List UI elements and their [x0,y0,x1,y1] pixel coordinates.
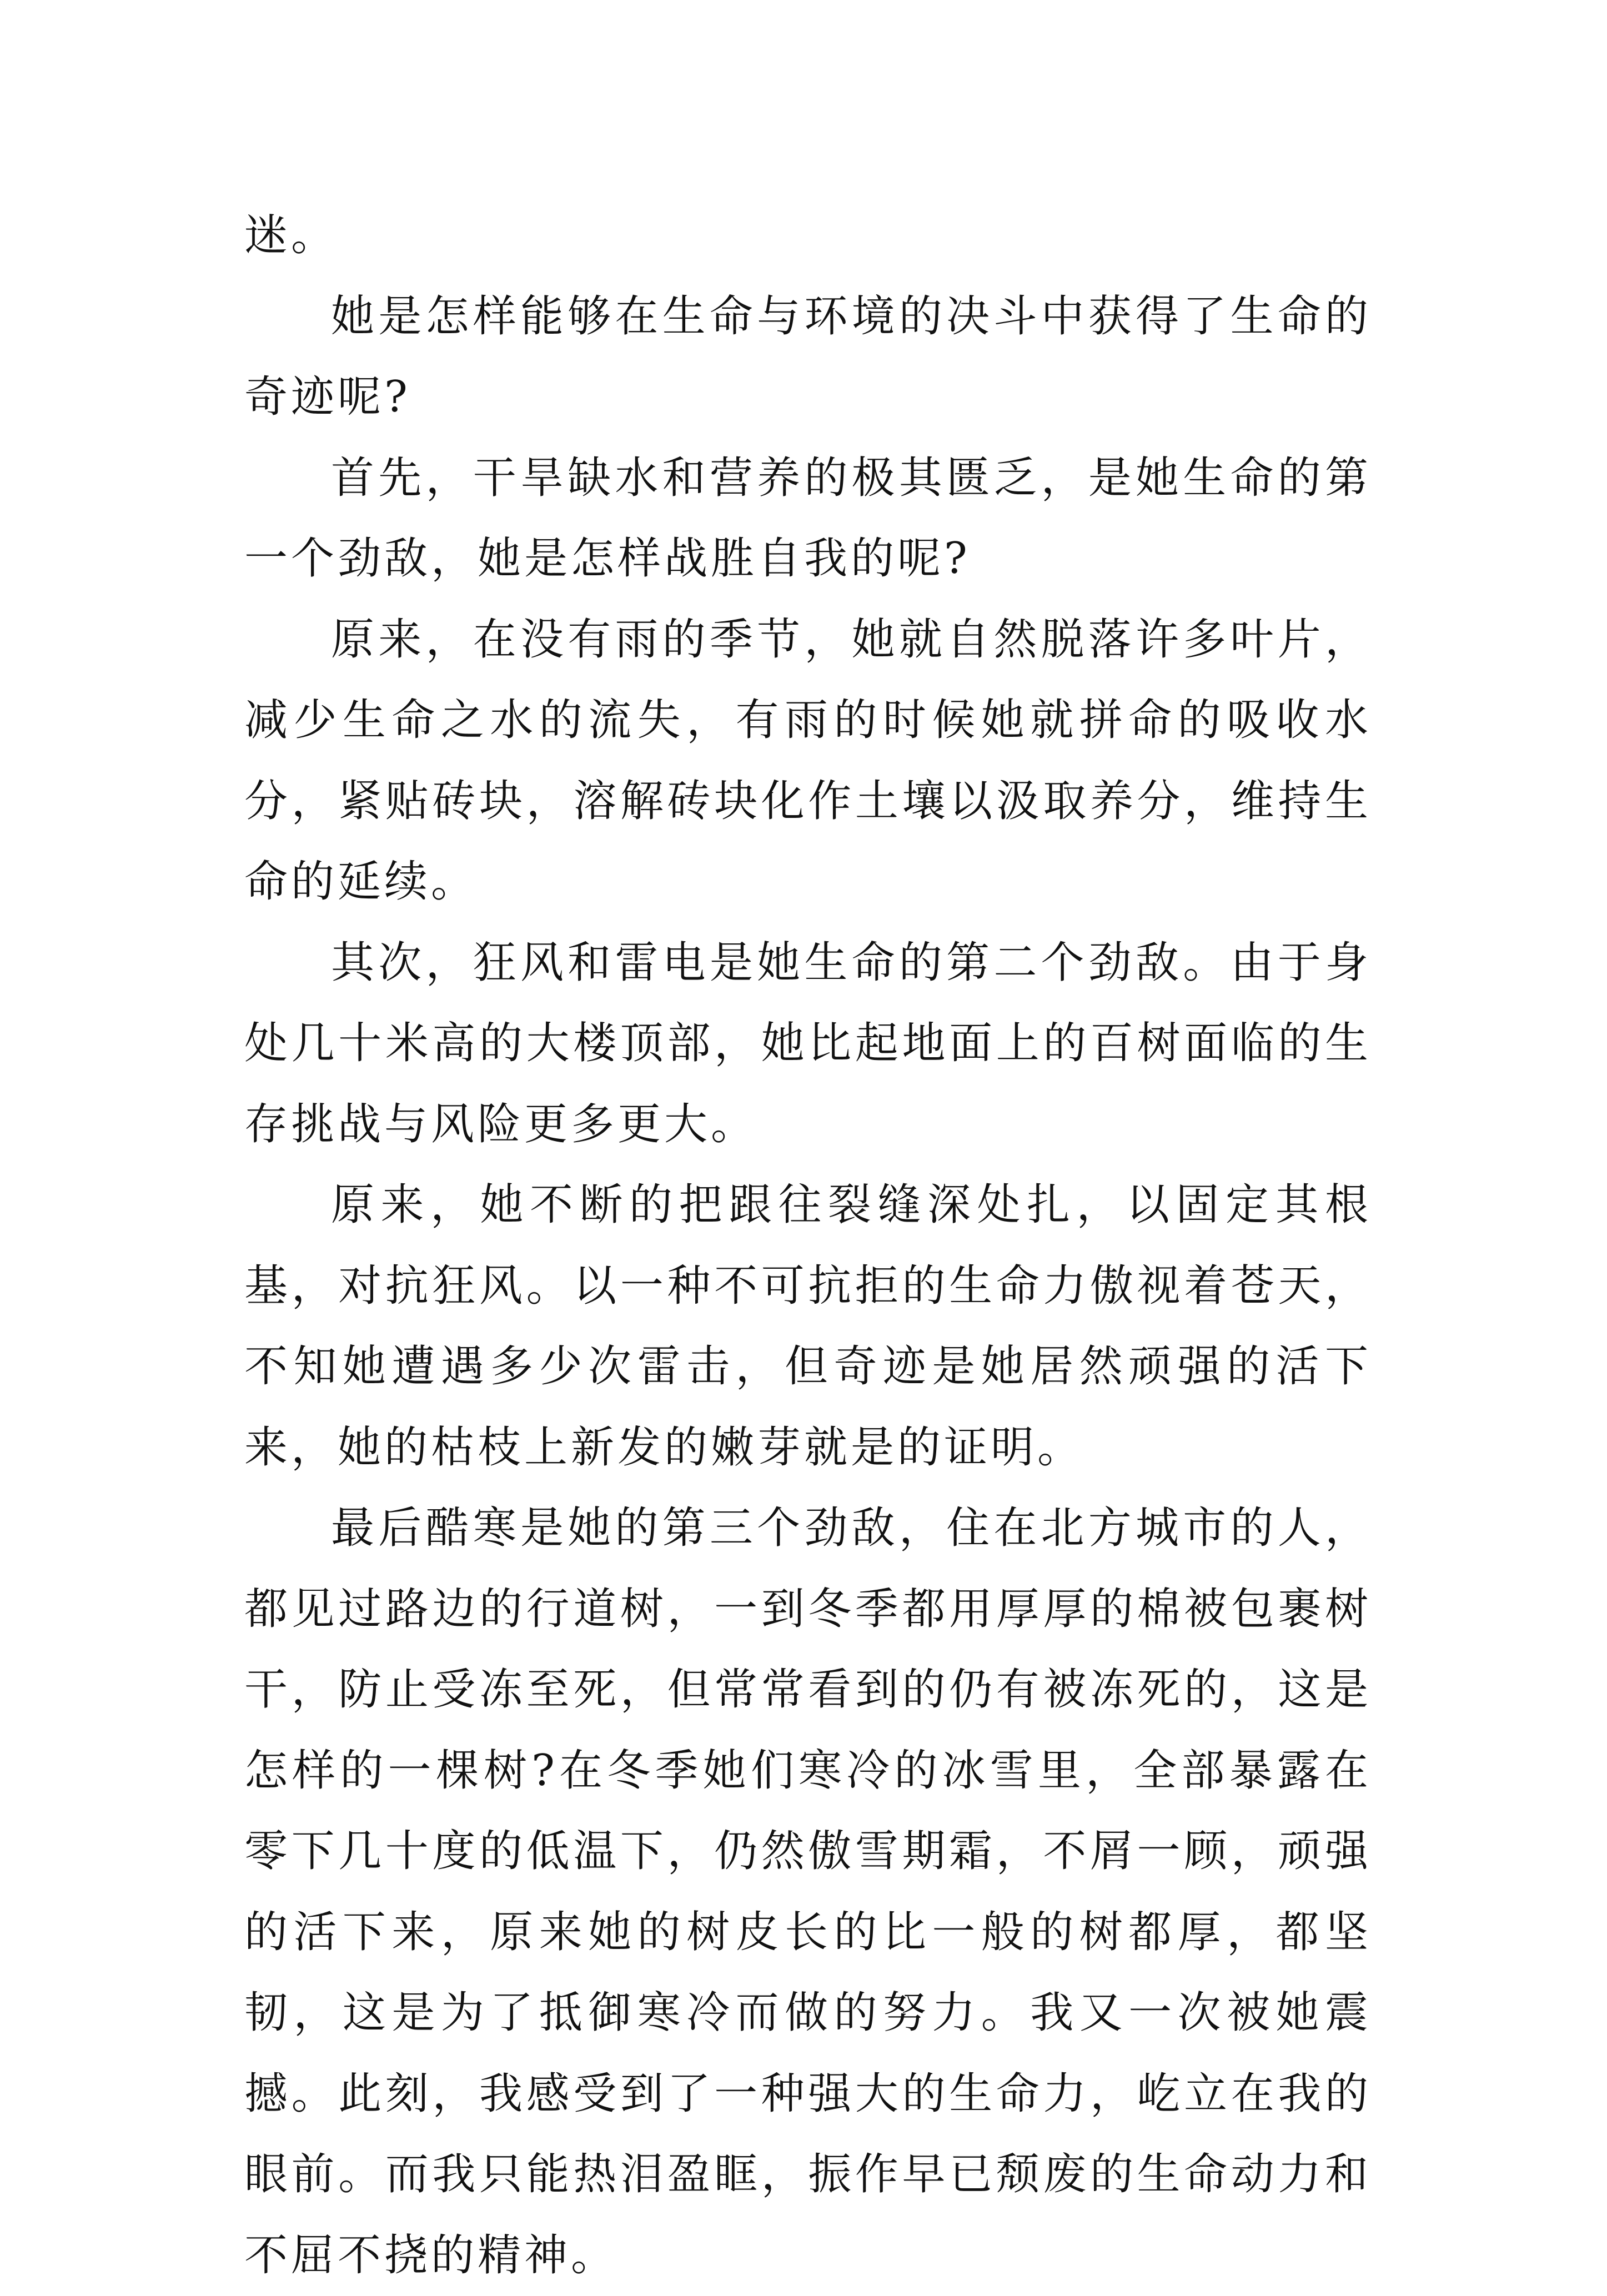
body-text [244,195,1372,2296]
paragraph-4: 原来，在没有雨的季节，她就自然脱落许多叶片，减少生命之水的流失，有雨的时候她就拼命的吸收水分，紧贴砖块，溶解砖块化作土壤以汲取养分，维持生命的延续。 [244,614,1372,907]
paragraph-5: 其次，狂风和雷电是她生命的第二个劲敌。由于身处几十米高的大楼顶部，她比起地面上的百树面临的生存挑战与风险更多更大。 [244,937,1372,1149]
paragraph-7: 最后酷寒是她的第三个劲敌，住在北方城市的人，都见过路边的行道树，一到冬季都用厚厚的棉被包裹树干，防止受冻至死，但常常看到的仍有被冻死的，这是怎样的一棵树?在冬季她们寒冷的冰雪里，全部暴露在零下几十度的低温下，仍然傲雪期霜，不屑一顾，顽强的活下来，原来她的树皮长的比一般的树都厚，都坚韧，这是为了抵御寒冷而做的努力。我又一次被她震撼。此刻，我感受到了一种强大的生命力，屹立在我的眼前。而我只能热泪盈眶，振作早已颓废的生命动力和不屈不挠的精神。 [244,1503,1372,2280]
paragraph-2: 她是怎样能够在生命与环境的决斗中获得了生命的奇迹呢? [244,291,1372,422]
paragraph-3: 首先，干旱缺水和营养的极其匮乏，是她生命的第一个劲敌，她是怎样战胜自我的呢? [244,453,1372,584]
paragraph-6: 原来，她不断的把跟往裂缝深处扎，以固定其根基，对抗狂风。以一种不可抗拒的生命力傲视着苍天，不知她遭遇多少次雷击，但奇迹是她居然顽强的活下来，她的枯枝上新发的嫩芽就是的证明。 [244,1180,1372,1473]
paragraph-1: 迷。 [244,210,338,260]
